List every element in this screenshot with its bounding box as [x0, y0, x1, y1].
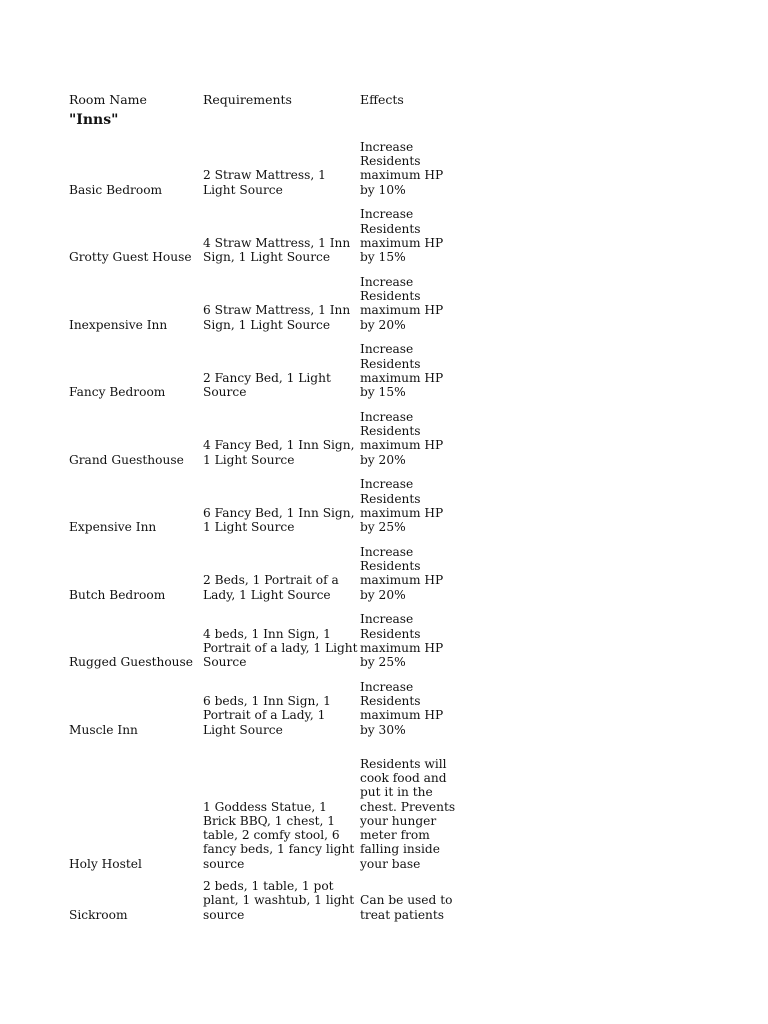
table-row	[69, 670, 469, 738]
room-name: Rugged Guesthouse	[69, 655, 193, 670]
room-name: Fancy Bedroom	[69, 385, 166, 400]
room-requirements: 6 Straw Mattress, 1 Inn Sign, 1 Light Source	[203, 303, 351, 332]
table-row	[69, 535, 469, 603]
room-name: Holy Hostel	[69, 856, 142, 871]
room-effects: Increase Residents maximum HP by 20%	[360, 409, 444, 467]
room-requirements: 6 Fancy Bed, 1 Inn Sign, 1 Light Source	[203, 505, 355, 535]
room-effects: Residents will cook food and put it in the chest. Prevents your hunger meter from falling inside your base	[360, 756, 456, 871]
header-effects: Effects	[360, 92, 404, 107]
room-name: Grand Guesthouse	[69, 452, 184, 467]
room-name: Basic Bedroom	[69, 182, 163, 197]
room-effects: Increase Residents maximum HP by 25%	[360, 477, 444, 535]
table-row	[69, 871, 469, 922]
room-requirements: 2 Straw Mattress, 1 Light Source	[203, 168, 326, 197]
table-row	[69, 467, 469, 535]
room-effects: Can be used to treat patients	[360, 893, 453, 922]
table-row	[69, 332, 469, 400]
room-effects: Increase Residents maximum HP by 20%	[360, 274, 444, 332]
room-name: Butch Bedroom	[69, 587, 166, 602]
room-name: Grotty Guest House	[69, 250, 192, 265]
room-requirements: 4 Fancy Bed, 1 Inn Sign, 1 Light Source	[203, 438, 355, 467]
section-title: "Inns"	[69, 112, 119, 128]
rooms-table	[69, 138, 469, 922]
room-name: Sickroom	[69, 907, 128, 922]
room-requirements: 1 Goddess Statue, 1 Brick BBQ, 1 chest, 1 table, 2 comfy stool, 6 fancy beds, 1 fancy light source	[203, 799, 355, 871]
table-row	[69, 737, 469, 871]
room-name: Muscle Inn	[69, 722, 138, 737]
room-requirements: 2 beds, 1 table, 1 pot plant, 1 washtub, 1 light source	[203, 879, 355, 922]
room-requirements: 2 Fancy Bed, 1 Light Source	[203, 370, 331, 400]
room-requirements: 2 Beds, 1 Portrait of a Lady, 1 Light Source	[203, 573, 339, 602]
room-name: Inexpensive Inn	[69, 317, 168, 332]
table-row	[69, 602, 469, 670]
table-header	[69, 93, 469, 109]
table-row	[69, 138, 469, 197]
header-requirements: Requirements	[203, 92, 292, 107]
room-effects: Increase Residents maximum HP by 25%	[360, 612, 444, 670]
room-effects: Increase Residents maximum HP by 30%	[360, 679, 444, 737]
room-requirements: 4 Straw Mattress, 1 Inn Sign, 1 Light Source	[203, 235, 351, 265]
room-effects: Increase Residents maximum HP by 10%	[360, 139, 444, 197]
table-row	[69, 400, 469, 468]
room-requirements: 6 beds, 1 Inn Sign, 1 Portrait of a Lady, 1 Light Source	[203, 694, 331, 737]
header-room-name: Room Name	[69, 92, 147, 107]
table-row	[69, 265, 469, 333]
room-effects: Increase Residents maximum HP by 15%	[360, 342, 444, 400]
room-requirements: 4 beds, 1 Inn Sign, 1 Portrait of a lady, 1 Light Source	[203, 626, 358, 670]
room-effects: Increase Residents maximum HP by 15%	[360, 207, 444, 265]
table-row	[69, 197, 469, 265]
room-effects: Increase Residents maximum HP by 20%	[360, 544, 444, 602]
room-name: Expensive Inn	[69, 520, 157, 535]
